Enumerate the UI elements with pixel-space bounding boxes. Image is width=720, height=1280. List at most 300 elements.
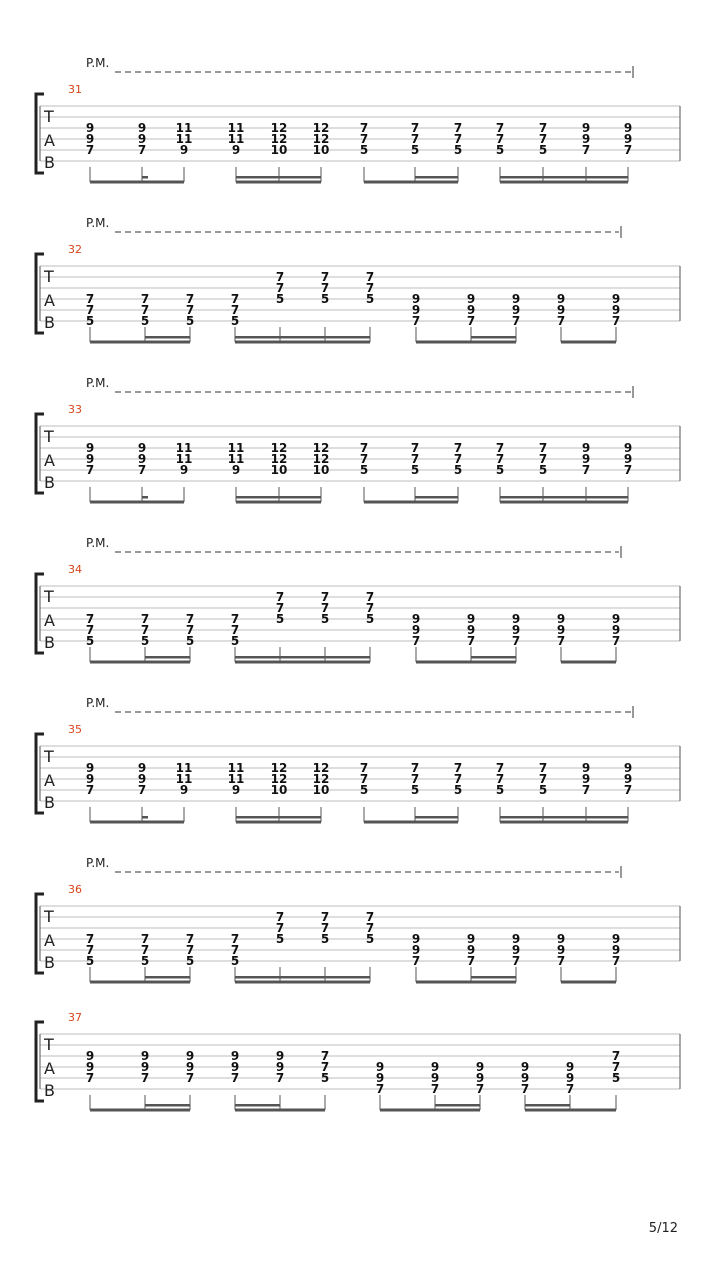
fret-number: 7 xyxy=(538,121,548,135)
fret-number: 7 xyxy=(511,314,521,328)
fret-number: 11 xyxy=(175,772,193,786)
fret-number: 9 xyxy=(230,1060,240,1074)
beam-secondary xyxy=(415,816,458,819)
fret-number: 7 xyxy=(140,292,150,306)
fret-number: 9 xyxy=(230,1049,240,1063)
fret-number: 7 xyxy=(185,932,195,946)
fret-number: 9 xyxy=(466,612,476,626)
fret-number: 5 xyxy=(365,932,375,946)
fret-number: 5 xyxy=(320,932,330,946)
fret-number: 7 xyxy=(410,132,420,146)
tab-clef-b: B xyxy=(44,153,55,172)
fret-number: 7 xyxy=(565,1082,575,1096)
tab-system-34 xyxy=(36,536,680,664)
measure-number: 36 xyxy=(68,883,82,896)
fret-number: 7 xyxy=(85,463,95,477)
fret-number: 5 xyxy=(365,292,375,306)
tab-clef-b: B xyxy=(44,473,55,492)
fret-number: 9 xyxy=(231,143,241,157)
fret-number: 7 xyxy=(320,601,330,615)
fret-number: 7 xyxy=(85,1071,95,1085)
fret-number: 7 xyxy=(365,601,375,615)
fret-number: 5 xyxy=(320,292,330,306)
fret-number: 11 xyxy=(175,441,193,455)
beam-secondary xyxy=(525,1104,570,1107)
fret-number: 11 xyxy=(227,452,245,466)
fret-number: 7 xyxy=(453,772,463,786)
fret-number: 7 xyxy=(453,121,463,135)
fret-number: 10 xyxy=(270,143,288,157)
fret-number: 9 xyxy=(137,132,147,146)
beam-primary xyxy=(90,1109,190,1112)
fret-number: 5 xyxy=(85,954,95,968)
fret-number: 9 xyxy=(275,1060,285,1074)
fret-number: 9 xyxy=(581,121,591,135)
fret-number: 7 xyxy=(538,441,548,455)
fret-number: 7 xyxy=(495,132,505,146)
fret-number: 7 xyxy=(85,943,95,957)
fret-number: 5 xyxy=(230,954,240,968)
fret-number: 5 xyxy=(410,143,420,157)
beam-secondary xyxy=(500,496,628,499)
measure-number: 33 xyxy=(68,403,82,416)
beam-secondary xyxy=(236,496,321,499)
fret-number: 7 xyxy=(320,590,330,604)
tab-clef-t: T xyxy=(44,107,54,126)
fret-number: 7 xyxy=(520,1082,530,1096)
beam-secondary xyxy=(142,816,148,819)
beam-secondary xyxy=(236,816,321,819)
fret-number: 7 xyxy=(320,1060,330,1074)
fret-number: 9 xyxy=(137,441,147,455)
palm-mute-label: P.M. xyxy=(86,376,110,390)
fret-number: 7 xyxy=(365,910,375,924)
fret-number: 7 xyxy=(85,143,95,157)
fret-number: 9 xyxy=(581,452,591,466)
fret-number: 7 xyxy=(275,590,285,604)
fret-number: 7 xyxy=(453,441,463,455)
fret-number: 7 xyxy=(453,452,463,466)
fret-number: 9 xyxy=(179,143,189,157)
fret-number: 12 xyxy=(312,761,330,775)
fret-number: 7 xyxy=(140,623,150,637)
fret-number: 9 xyxy=(511,943,521,957)
fret-number: 7 xyxy=(623,143,633,157)
fret-number: 5 xyxy=(185,314,195,328)
fret-number: 9 xyxy=(137,452,147,466)
fret-number: 12 xyxy=(270,452,288,466)
beam-primary xyxy=(500,821,628,824)
fret-number: 7 xyxy=(275,910,285,924)
fret-number: 7 xyxy=(230,932,240,946)
fret-number: 7 xyxy=(140,612,150,626)
fret-number: 9 xyxy=(466,623,476,637)
fret-number: 7 xyxy=(411,954,421,968)
beam-primary xyxy=(90,821,184,824)
fret-number: 12 xyxy=(312,772,330,786)
tab-system-33 xyxy=(36,376,680,504)
palm-mute-label: P.M. xyxy=(86,536,110,550)
fret-number: 9 xyxy=(565,1071,575,1085)
palm-mute-label: P.M. xyxy=(86,856,110,870)
fret-number: 11 xyxy=(227,772,245,786)
fret-number: 5 xyxy=(230,634,240,648)
beam-primary xyxy=(364,501,458,504)
tab-clef-b: B xyxy=(44,793,55,812)
fret-number: 7 xyxy=(611,634,621,648)
fret-number: 7 xyxy=(275,281,285,295)
fret-number: 9 xyxy=(556,303,566,317)
beam-primary xyxy=(90,661,190,664)
fret-number: 7 xyxy=(85,783,95,797)
fret-number: 7 xyxy=(359,761,369,775)
fret-number: 7 xyxy=(495,772,505,786)
fret-number: 7 xyxy=(495,121,505,135)
staff-lines xyxy=(40,266,680,321)
beam-secondary xyxy=(500,176,628,179)
fret-number: 12 xyxy=(312,441,330,455)
fret-number: 5 xyxy=(538,783,548,797)
beam-primary xyxy=(500,501,628,504)
fret-number: 7 xyxy=(410,441,420,455)
fret-number: 7 xyxy=(85,612,95,626)
fret-number: 11 xyxy=(227,441,245,455)
fret-number: 7 xyxy=(410,452,420,466)
fret-number: 7 xyxy=(137,783,147,797)
fret-number: 7 xyxy=(365,281,375,295)
fret-number: 7 xyxy=(137,143,147,157)
fret-number: 7 xyxy=(581,783,591,797)
fret-number: 7 xyxy=(275,270,285,284)
fret-number: 7 xyxy=(453,761,463,775)
fret-number: 7 xyxy=(185,623,195,637)
fret-number: 7 xyxy=(556,954,566,968)
fret-number: 9 xyxy=(511,612,521,626)
fret-number: 7 xyxy=(320,910,330,924)
fret-number: 9 xyxy=(475,1060,485,1074)
tab-system-36 xyxy=(36,856,680,984)
fret-number: 11 xyxy=(227,761,245,775)
fret-number: 5 xyxy=(275,292,285,306)
fret-number: 9 xyxy=(565,1060,575,1074)
tab-system-37 xyxy=(36,1011,680,1112)
fret-number: 7 xyxy=(511,634,521,648)
fret-number: 9 xyxy=(85,761,95,775)
fret-number: 9 xyxy=(85,441,95,455)
fret-number: 9 xyxy=(411,623,421,637)
fret-number: 7 xyxy=(581,143,591,157)
staff-lines xyxy=(40,1034,680,1089)
fret-number: 9 xyxy=(375,1071,385,1085)
fret-number: 9 xyxy=(611,932,621,946)
beam-secondary xyxy=(145,976,190,979)
fret-number: 9 xyxy=(556,943,566,957)
fret-number: 9 xyxy=(511,303,521,317)
fret-number: 7 xyxy=(137,463,147,477)
fret-number: 9 xyxy=(140,1060,150,1074)
beam-secondary xyxy=(145,656,190,659)
fret-number: 7 xyxy=(275,921,285,935)
fret-number: 7 xyxy=(85,303,95,317)
tab-clef-b: B xyxy=(44,953,55,972)
fret-number: 7 xyxy=(275,1071,285,1085)
fret-number: 5 xyxy=(453,143,463,157)
fret-number: 7 xyxy=(140,943,150,957)
beam-primary xyxy=(236,501,321,504)
fret-number: 9 xyxy=(85,772,95,786)
fret-number: 7 xyxy=(365,270,375,284)
fret-number: 7 xyxy=(185,1071,195,1085)
fret-number: 9 xyxy=(411,292,421,306)
fret-number: 7 xyxy=(410,121,420,135)
fret-number: 7 xyxy=(538,452,548,466)
tab-clef-t: T xyxy=(44,1035,54,1054)
beam-secondary xyxy=(236,176,321,179)
fret-number: 5 xyxy=(275,612,285,626)
beam-primary xyxy=(90,341,190,344)
fret-number: 7 xyxy=(185,303,195,317)
fret-number: 9 xyxy=(411,932,421,946)
fret-number: 7 xyxy=(359,772,369,786)
fret-number: 5 xyxy=(495,783,505,797)
fret-number: 7 xyxy=(359,452,369,466)
fret-number: 5 xyxy=(275,932,285,946)
beam-primary xyxy=(416,661,516,664)
fret-number: 9 xyxy=(623,132,633,146)
fret-number: 9 xyxy=(137,772,147,786)
fret-number: 9 xyxy=(556,932,566,946)
beam-primary xyxy=(90,501,184,504)
fret-number: 12 xyxy=(312,452,330,466)
fret-number: 7 xyxy=(230,943,240,957)
fret-number: 7 xyxy=(140,1071,150,1085)
fret-number: 5 xyxy=(320,1071,330,1085)
beam-secondary xyxy=(471,656,516,659)
beam-secondary xyxy=(415,176,458,179)
fret-number: 7 xyxy=(611,1049,621,1063)
fret-number: 7 xyxy=(230,1071,240,1085)
fret-number: 9 xyxy=(179,783,189,797)
beam-primary xyxy=(525,1109,616,1112)
tab-clef-t: T xyxy=(44,427,54,446)
fret-number: 7 xyxy=(140,932,150,946)
beam-primary xyxy=(236,181,321,184)
measure-number: 34 xyxy=(68,563,82,576)
fret-number: 9 xyxy=(430,1071,440,1085)
palm-mute-label: P.M. xyxy=(86,56,110,70)
staff-lines xyxy=(40,586,680,641)
palm-mute-label: P.M. xyxy=(86,696,110,710)
beam-secondary xyxy=(235,656,370,659)
fret-number: 5 xyxy=(365,612,375,626)
fret-number: 9 xyxy=(375,1060,385,1074)
fret-number: 9 xyxy=(611,612,621,626)
beam-primary xyxy=(235,661,370,664)
beam-primary xyxy=(90,181,184,184)
fret-number: 7 xyxy=(538,132,548,146)
beam-secondary xyxy=(235,336,370,339)
fret-number: 7 xyxy=(430,1082,440,1096)
fret-number: 9 xyxy=(511,932,521,946)
fret-number: 9 xyxy=(611,292,621,306)
fret-number: 11 xyxy=(175,452,193,466)
beam-primary xyxy=(561,981,616,984)
fret-number: 9 xyxy=(623,772,633,786)
fret-number: 12 xyxy=(270,761,288,775)
fret-number: 7 xyxy=(466,954,476,968)
tab-clef-a: A xyxy=(44,771,55,790)
fret-number: 9 xyxy=(623,761,633,775)
fret-number: 5 xyxy=(495,463,505,477)
fret-number: 9 xyxy=(85,452,95,466)
fret-number: 7 xyxy=(185,292,195,306)
fret-number: 10 xyxy=(270,783,288,797)
fret-number: 9 xyxy=(520,1071,530,1085)
fret-number: 7 xyxy=(556,314,566,328)
fret-number: 9 xyxy=(466,943,476,957)
fret-number: 7 xyxy=(85,932,95,946)
fret-number: 7 xyxy=(230,623,240,637)
fret-number: 7 xyxy=(538,772,548,786)
tab-clef-a: A xyxy=(44,931,55,950)
fret-number: 7 xyxy=(453,132,463,146)
fret-number: 7 xyxy=(410,772,420,786)
fret-number: 5 xyxy=(140,954,150,968)
tab-clef-t: T xyxy=(44,267,54,286)
fret-number: 7 xyxy=(581,463,591,477)
tab-system-31 xyxy=(36,56,680,184)
fret-number: 5 xyxy=(410,463,420,477)
fret-number: 9 xyxy=(611,623,621,637)
fret-number: 12 xyxy=(312,121,330,135)
tab-clef-t: T xyxy=(44,747,54,766)
fret-number: 5 xyxy=(85,634,95,648)
fret-number: 7 xyxy=(140,303,150,317)
fret-number: 9 xyxy=(85,121,95,135)
fret-number: 11 xyxy=(175,132,193,146)
fret-number: 5 xyxy=(140,634,150,648)
fret-number: 9 xyxy=(556,612,566,626)
beam-secondary xyxy=(235,1104,280,1107)
fret-number: 5 xyxy=(453,783,463,797)
fret-number: 5 xyxy=(359,783,369,797)
fret-number: 7 xyxy=(230,303,240,317)
beam-secondary xyxy=(500,816,628,819)
fret-number: 5 xyxy=(495,143,505,157)
fret-number: 9 xyxy=(466,932,476,946)
tab-clef-b: B xyxy=(44,313,55,332)
fret-number: 5 xyxy=(453,463,463,477)
fret-number: 9 xyxy=(185,1060,195,1074)
fret-number: 9 xyxy=(411,943,421,957)
beam-primary xyxy=(500,181,628,184)
fret-number: 9 xyxy=(411,612,421,626)
fret-number: 7 xyxy=(230,292,240,306)
fret-number: 9 xyxy=(466,303,476,317)
fret-number: 7 xyxy=(495,441,505,455)
fret-number: 9 xyxy=(623,441,633,455)
fret-number: 7 xyxy=(320,921,330,935)
measure-number: 35 xyxy=(68,723,82,736)
fret-number: 9 xyxy=(581,132,591,146)
beam-primary xyxy=(364,821,458,824)
beam-primary xyxy=(561,341,616,344)
fret-number: 9 xyxy=(556,623,566,637)
tab-system-32 xyxy=(36,216,680,344)
fret-number: 12 xyxy=(270,121,288,135)
beam-secondary xyxy=(142,496,148,499)
fret-number: 7 xyxy=(275,601,285,615)
fret-number: 5 xyxy=(320,612,330,626)
fret-number: 7 xyxy=(466,634,476,648)
fret-number: 12 xyxy=(312,132,330,146)
fret-number: 7 xyxy=(359,441,369,455)
fret-number: 7 xyxy=(556,634,566,648)
fret-number: 11 xyxy=(175,121,193,135)
fret-number: 11 xyxy=(227,121,245,135)
fret-number: 10 xyxy=(312,143,330,157)
fret-number: 9 xyxy=(581,772,591,786)
fret-number: 9 xyxy=(556,292,566,306)
fret-number: 7 xyxy=(466,314,476,328)
beam-primary xyxy=(416,981,516,984)
palm-mute-label: P.M. xyxy=(86,216,110,230)
fret-number: 7 xyxy=(611,314,621,328)
fret-number: 5 xyxy=(140,314,150,328)
tab-clef-a: A xyxy=(44,291,55,310)
fret-number: 7 xyxy=(85,623,95,637)
tab-clef-a: A xyxy=(44,451,55,470)
beam-secondary xyxy=(145,1104,190,1107)
fret-number: 7 xyxy=(320,1049,330,1063)
fret-number: 7 xyxy=(85,292,95,306)
tab-clef-a: A xyxy=(44,611,55,630)
beam-primary xyxy=(561,661,616,664)
fret-number: 9 xyxy=(137,121,147,135)
tab-clef-t: T xyxy=(44,907,54,926)
fret-number: 9 xyxy=(475,1071,485,1085)
fret-number: 7 xyxy=(411,634,421,648)
fret-number: 7 xyxy=(538,761,548,775)
tab-clef-a: A xyxy=(44,1059,55,1078)
fret-number: 9 xyxy=(85,132,95,146)
fret-number: 9 xyxy=(85,1060,95,1074)
beam-secondary xyxy=(145,336,190,339)
fret-number: 10 xyxy=(270,463,288,477)
measure-number: 32 xyxy=(68,243,82,256)
fret-number: 7 xyxy=(359,132,369,146)
beam-secondary xyxy=(142,176,148,179)
fret-number: 9 xyxy=(466,292,476,306)
tab-clef-b: B xyxy=(44,1081,55,1100)
fret-number: 7 xyxy=(411,314,421,328)
fret-number: 5 xyxy=(230,314,240,328)
fret-number: 7 xyxy=(611,954,621,968)
fret-number: 9 xyxy=(611,303,621,317)
beam-secondary xyxy=(235,976,370,979)
beam-secondary xyxy=(471,336,516,339)
beam-secondary xyxy=(415,496,458,499)
tab-clef-b: B xyxy=(44,633,55,652)
fret-number: 11 xyxy=(175,761,193,775)
fret-number: 7 xyxy=(230,612,240,626)
beam-secondary xyxy=(435,1104,480,1107)
fret-number: 7 xyxy=(623,783,633,797)
fret-number: 9 xyxy=(137,761,147,775)
tab-system-35 xyxy=(36,696,680,824)
fret-number: 9 xyxy=(185,1049,195,1063)
fret-number: 5 xyxy=(85,314,95,328)
